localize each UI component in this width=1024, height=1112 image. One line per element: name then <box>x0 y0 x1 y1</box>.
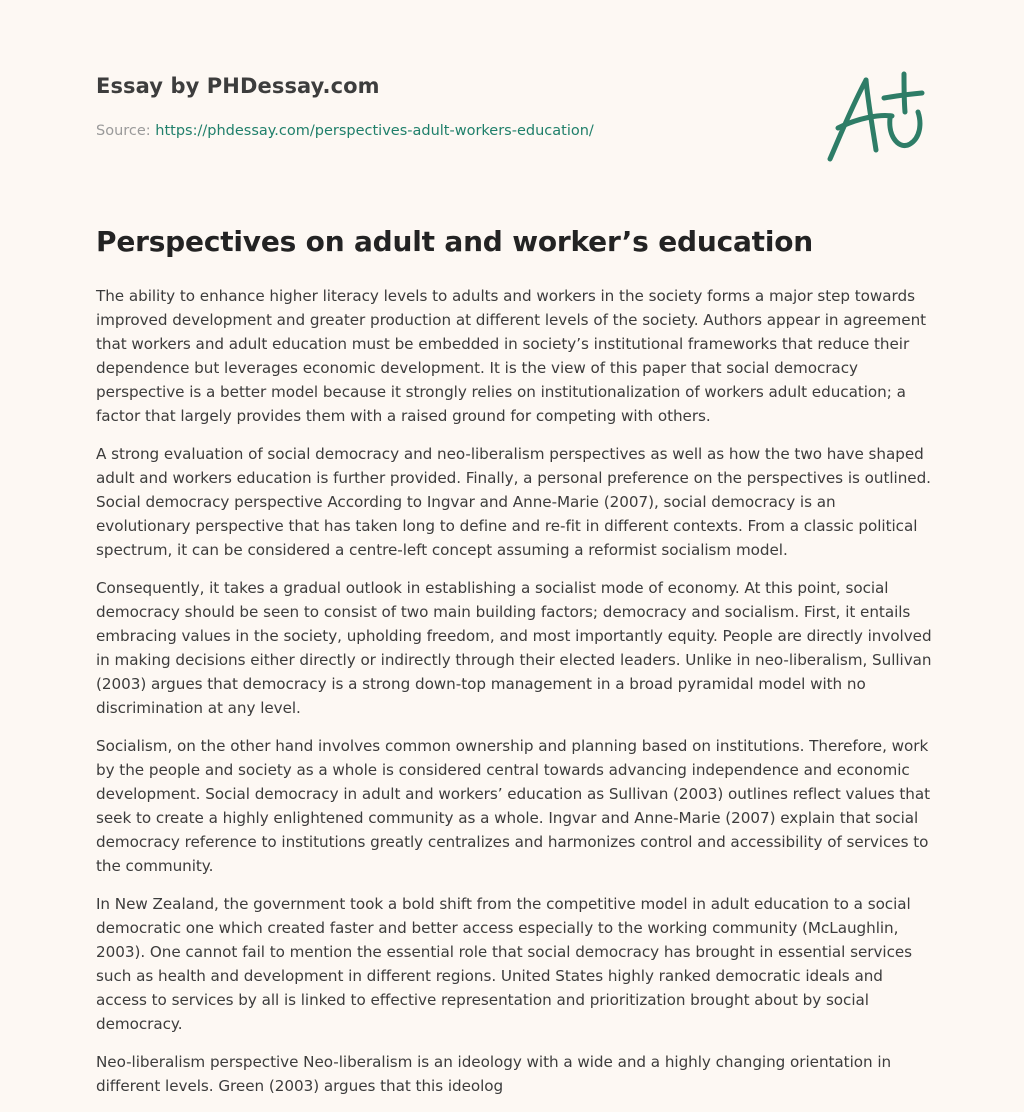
site-title: Essay by PHDessay.com <box>96 74 380 98</box>
article-paragraph: In New Zealand, the government took a bold shift from the competitive model in adult education to a social democratic one which created faster and better access especially to the working community (McLaughlin, 2003). One cannot fail to mention the essential role that social democracy has brought in essential services such as health and development in different regions. United States highly ranked democratic ideals and access to services by all is linked to effective representation and prioritization brought about by social democracy. <box>96 895 913 1033</box>
article-paragraph: Consequently, it takes a gradual outlook in establishing a socialist mode of economy. At this point, social democracy should be seen to consist of two main building factors; democracy and socialism. First, it entails embracing values in the society, upholding freedom, and most importantly equity. People are directly involved in making decisions either directly or indirectly through their elected leaders. Unlike in neo-liberalism, Sullivan (2003) argues that democracy is a strong down-top management in a broad pyramidal model with no discrimination at any level. <box>96 579 932 717</box>
article-paragraph: The ability to enhance higher literacy levels to adults and workers in the society forms a major step towards improved development and greater production at different levels of the society. Authors appear in agreement that workers and adult education must be embedded in society’s institutional frameworks that reduce their dependence but leverages economic development. It is the view of this paper that social democracy perspective is a better model because it strongly relies on institutionalization of workers adult education; a factor that largely provides them with a raised ground for competing with others. <box>96 287 927 425</box>
article-paragraph: A strong evaluation of social democracy and neo-liberalism perspectives as well as how the two have shaped adult and workers education is further provided. Finally, a personal preference on the perspectives is outlined. Social democracy perspective According to Ingvar and Anne-Marie (2007), social democracy is an evolutionary perspective that has taken long to define and re-fit in different contexts. From a classic political spectrum, it can be considered a centre-left concept assuming a reformist socialism model. <box>96 445 931 559</box>
source-line <box>96 123 594 139</box>
source-link[interactable]: https://phdessay.com/perspectives-adult-workers-education/ <box>155 123 594 139</box>
article-title: Perspectives on adult and worker’s education <box>96 225 814 258</box>
article-paragraph: Socialism, on the other hand involves common ownership and planning based on institutions. Therefore, work by the people and society as a whole is considered central towards advancing independence and economic development. Social democracy in adult and workers’ education as Sullivan (2003) outlines reflect values that seek to create a highly enlightened community as a whole. Ingvar and Anne-Marie (2007) explain that social democracy reference to institutions greatly centralizes and harmonizes control and accessibility of services to the community. <box>96 737 931 875</box>
a-plus-logo-icon <box>818 66 928 166</box>
source-label: Source: <box>96 123 151 139</box>
article-paragraph: Neo-liberalism perspective Neo-liberalism is an ideology with a wide and a highly changing orientation in different levels. Green (2003) argues that this ideolog <box>96 1053 892 1095</box>
site-header <box>96 74 796 98</box>
article-body <box>96 284 934 1112</box>
